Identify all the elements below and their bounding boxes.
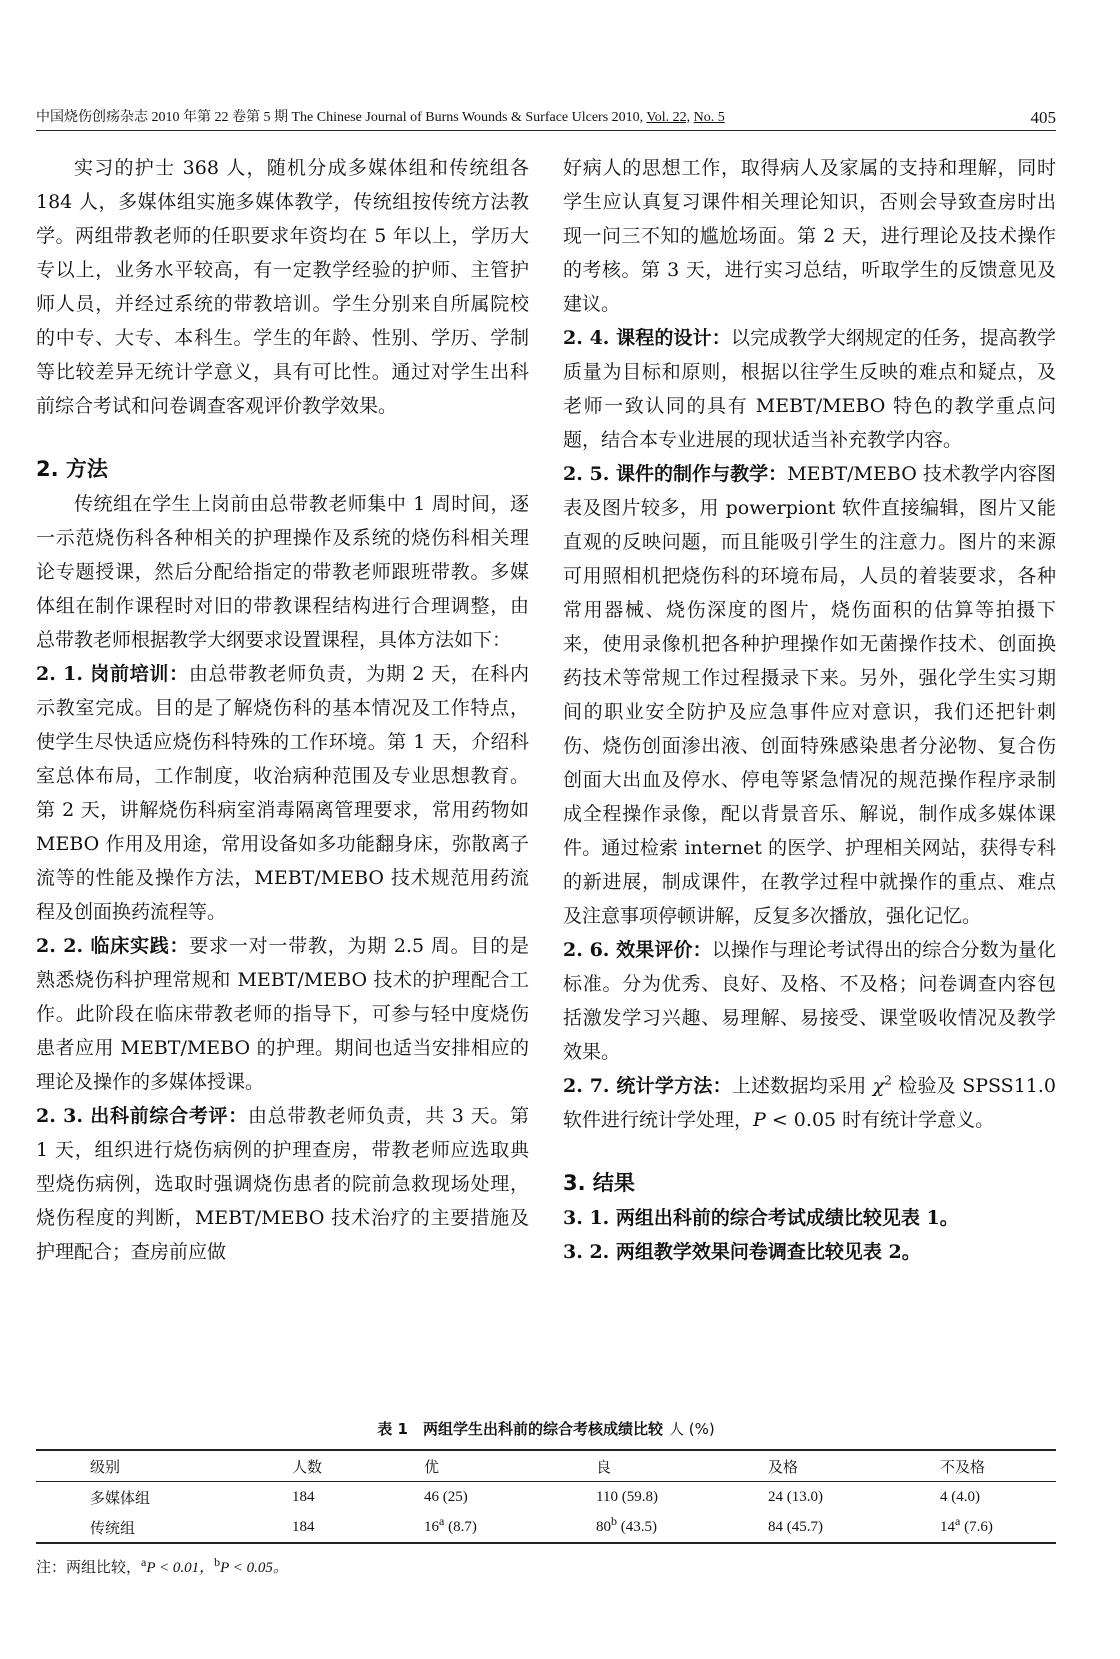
subsection-2-2 bbox=[36, 929, 529, 1099]
subsection-2-4-heading: 2. 4. 课程的设计： bbox=[563, 327, 731, 349]
left-column bbox=[36, 151, 529, 1269]
superscript: b bbox=[611, 1513, 617, 1528]
journal-running-head bbox=[36, 106, 725, 126]
paragraph-subjects: 实习的护士 368 人，随机分成多媒体组和传统组各 184 人，多媒体组实施多媒体教学，传统组按传统方法教学。两组带教老师的任职要求年资均在 5 年以上，学历大专以上，业务水平较高，有一定教学经验的护师、主管护师人员，并经过系统的带教培训。学生分别来自所属院校的中专、大专、本科生。学生的年龄、性别、学历、学制等比较差异无统计学意义，具有可比性。通过对学生出科前综合考试和问卷调查客观评价教学效果。 bbox=[36, 157, 529, 417]
table-1-title: 表 1 两组学生出科前的综合考核成绩比较 bbox=[377, 1420, 663, 1438]
paragraph-continued: 好病人的思想工作，取得病人及家属的支持和理解，同时学生应认真复习课件相关理论知识，否则会导致查房时出现一问三不知的尴尬场面。第 2 天，进行理论及技术操作的考核。第 3 天，进行实习总结，听取学生的反馈意见及建议。 bbox=[563, 157, 1056, 315]
cell-fail bbox=[934, 1482, 1056, 1513]
subsection-2-3-text: 由总带教老师负责，共 3 天。第 1 天，组织进行烧伤病例的护理查房，带教老师应选取典型烧伤病例，选取时强调烧伤患者的院前急救现场处理，烧伤程度的判断，MEBT/MEBO 技术治疗的主要措施及护理配合；查房前应做 bbox=[36, 1105, 529, 1263]
subsection-2-2-heading: 2. 2. 临床实践： bbox=[36, 935, 190, 957]
percent: (4.0) bbox=[947, 1488, 980, 1505]
subsection-2-7-text-b: 检验及 SPSS11.0 软件进行统计学处理， bbox=[563, 1075, 1056, 1131]
cell-good bbox=[590, 1512, 762, 1543]
subsection-2-1-text: 由总带教老师负责，为期 2 天，在科内示教室完成。目的是了解烧伤科的基本情况及工作特点，使学生尽快适应烧伤科特殊的工作环境。第 1 天，介绍科室总体布局，工作制度，收治病种范围及专业思想教育。第 2 天，讲解烧伤科病室消毒隔离管理要求，常用药物如 MEBO 作用及用途，常用设备如多功能翻身床，弥散离子流等的性能及操作方法，MEBT/MEBO 技术规范用药流程及创面换药流程等。 bbox=[36, 663, 529, 923]
chi-superscript: 2 bbox=[884, 1073, 892, 1088]
running-header bbox=[36, 104, 1056, 131]
subsection-2-6 bbox=[563, 933, 1056, 1069]
subsection-2-1 bbox=[36, 657, 529, 929]
table-1 bbox=[36, 1418, 1056, 1577]
value: 80 bbox=[596, 1518, 611, 1535]
cell-group: 传统组 bbox=[90, 1520, 136, 1537]
header-excellent: 优 bbox=[424, 1459, 440, 1476]
subsection-2-5-heading: 2. 5. 课件的制作与教学： bbox=[563, 463, 788, 485]
journal-title: 中国烧伤创疡杂志 2010 年第 22 卷第 5 期 The Chinese Journal of Burns Wounds & Surface Ulcers 2010, bbox=[36, 110, 644, 125]
paragraph-methods-intro: 传统组在学生上岗前由总带教老师集中 1 周时间，逐一示范烧伤科各种相关的护理操作及系统的烧伤科相关理论专题授课，然后分配给指定的带教老师跟班带教。多媒体组在制作课程时对旧的带教课程结构进行合理调整，由总带教老师根据教学大纲要求设置课程，具体方法如下： bbox=[36, 493, 529, 651]
cell-good bbox=[590, 1482, 762, 1513]
cell-pass: 24 (13.0) bbox=[768, 1488, 823, 1505]
section-3-title: 3. 结果 bbox=[563, 1171, 635, 1195]
table-row bbox=[36, 1482, 1056, 1513]
cell-excellent bbox=[418, 1482, 590, 1513]
percent: (43.5) bbox=[617, 1518, 657, 1535]
table-1-caption bbox=[36, 1418, 1056, 1439]
header-fail: 不及格 bbox=[940, 1459, 986, 1476]
cell-fail bbox=[934, 1512, 1056, 1543]
header-group: 级别 bbox=[90, 1459, 121, 1476]
right-column bbox=[563, 151, 1056, 1269]
value: 110 bbox=[596, 1488, 618, 1505]
table-1-unit: 人 (%) bbox=[668, 1420, 715, 1438]
note-b-superscript: b bbox=[214, 1555, 221, 1569]
subsection-2-1-heading: 2. 1. 岗前培训： bbox=[36, 663, 189, 685]
subsection-2-5 bbox=[563, 457, 1056, 933]
header-good: 良 bbox=[596, 1459, 612, 1476]
subsection-2-3 bbox=[36, 1099, 529, 1269]
subsection-2-5-text: MEBT/MEBO 技术教学内容图表及图片较多，用 powerpiont 软件直接编辑，图片又能直观的反映问题，而且能吸引学生的注意力。图片的来源可用照相机把烧伤科的环境布局，人员的着装要求，各种常用器械、烧伤深度的图片，烧伤面积的估算等拍摄下来，使用录像机把各种护理操作如无菌操作技术、创面换药技术等常规工作过程摄录下来。另外，强化学生实习期间的职业安全防护及应急事件应对意识，我们还把针刺伤、烧伤创面渗出液、创面特殊感染患者分泌物、复合伤创面大出血及停水、停电等紧急情况的规范操作程序录制成全程操作录像，配以背景音乐、解说，制作成多媒体课件。通过检索 internet 的医学、护理相关网站，获得专科的新进展，制成课件，在教学过程中就操作的重点、难点及注意事项停顿讲解，反复多次播放，强化记忆。 bbox=[563, 463, 1056, 927]
cell-excellent bbox=[418, 1512, 590, 1543]
result-3-1: 3. 1. 两组出科前的综合考试成绩比较见表 1。 bbox=[563, 1207, 959, 1229]
cell-count: 184 bbox=[292, 1518, 315, 1535]
superscript: a bbox=[955, 1513, 961, 1528]
note-a: P < 0.01， bbox=[146, 1560, 215, 1576]
header-count: 人数 bbox=[292, 1459, 323, 1476]
value: 4 bbox=[940, 1488, 948, 1505]
subsection-2-2-text: 要求一对一带教，为期 2.5 周。目的是熟悉烧伤科护理常规和 MEBT/MEBO 技术的护理配合工作。此阶段在临床带教老师的指导下，可参与轻中度烧伤患者应用 MEBT/MEBO 的护理。期间也适当安排相应的理论及操作的多媒体授课。 bbox=[36, 935, 530, 1093]
value: 14 bbox=[940, 1518, 955, 1535]
cell-count: 184 bbox=[292, 1488, 315, 1505]
percent: (59.8) bbox=[617, 1488, 658, 1505]
issue-number: No. 5 bbox=[693, 110, 725, 125]
subsection-2-6-text: 以操作与理论考试得出的综合分数为量化标准。分为优秀、良好、及格、不及格；问卷调查内容包括激发学习兴趣、易理解、易接受、课堂吸收情况及教学效果。 bbox=[563, 939, 1056, 1063]
header-pass: 及格 bbox=[768, 1459, 799, 1476]
subsection-2-7-text-c: < 0.05 时有统计学意义。 bbox=[765, 1109, 995, 1131]
result-3-2: 3. 2. 两组教学效果问卷调查比较见表 2。 bbox=[563, 1241, 921, 1263]
table-1-note bbox=[36, 1556, 1056, 1577]
chi-symbol: χ bbox=[872, 1075, 885, 1097]
note-a-superscript: a bbox=[141, 1555, 147, 1569]
subsection-2-7 bbox=[563, 1069, 1056, 1137]
subsection-2-4-text: 以完成教学大纲规定的任务，提高教学质量为目标和原则，根据以往学生反映的难点和疑点，及老师一致认同的具有 MEBT/MEBO 特色的教学重点问题，结合本专业进展的现状适当补充教学内容。 bbox=[563, 327, 1056, 451]
note-prefix: 注：两组比较， bbox=[36, 1560, 142, 1576]
note-b: P < 0.05。 bbox=[220, 1560, 288, 1576]
subsection-2-3-heading: 2. 3. 出科前综合考评： bbox=[36, 1105, 248, 1127]
superscript: a bbox=[439, 1513, 445, 1528]
subsection-2-7-heading: 2. 7. 统计学方法： bbox=[563, 1075, 732, 1097]
value: 16 bbox=[424, 1518, 439, 1535]
table-header-row bbox=[36, 1450, 1056, 1482]
page-number: 405 bbox=[1030, 108, 1056, 127]
cell-pass: 84 (45.7) bbox=[768, 1518, 823, 1535]
percent: (8.7) bbox=[444, 1518, 477, 1535]
subsection-2-7-text-a: 上述数据均采用 bbox=[731, 1075, 873, 1097]
p-symbol: P bbox=[753, 1109, 766, 1131]
cell-group: 多媒体组 bbox=[90, 1490, 151, 1507]
percent: (7.6) bbox=[960, 1518, 993, 1535]
subsection-2-4 bbox=[563, 321, 1056, 457]
percent: (25) bbox=[439, 1488, 468, 1505]
subsection-2-6-heading: 2. 6. 效果评价： bbox=[563, 939, 712, 961]
volume: Vol. 22, bbox=[646, 110, 691, 125]
value: 46 bbox=[424, 1488, 439, 1505]
table-1-grid bbox=[36, 1449, 1056, 1544]
table-row bbox=[36, 1512, 1056, 1543]
section-2-title: 2. 方法 bbox=[36, 457, 108, 481]
